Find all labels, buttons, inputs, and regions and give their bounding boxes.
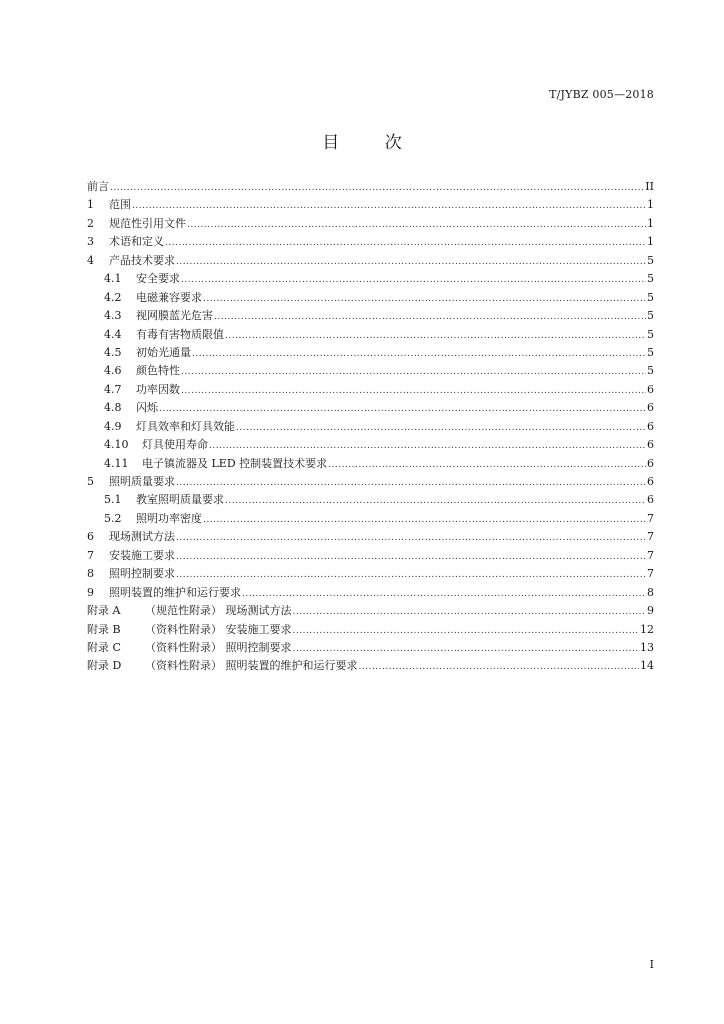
- toc-entry[interactable]: [87, 639, 654, 657]
- toc-entry-page: 5: [647, 327, 654, 341]
- toc-entry-label: （资料性附录） 照明控制要求: [145, 640, 292, 654]
- toc-entry-label: 照明质量要求: [109, 475, 175, 488]
- toc-entry-page: 6: [647, 401, 654, 415]
- toc-dot-leader: [176, 257, 646, 267]
- toc-entry-page: 6: [647, 475, 654, 488]
- toc-entry-page: 7: [647, 548, 654, 562]
- toc-entry-label: 安装施工要求: [109, 548, 175, 562]
- document-code: T/JYBZ 005—2018: [549, 88, 654, 101]
- toc-entry[interactable]: [87, 547, 654, 565]
- toc-entry-page: 5: [647, 253, 654, 267]
- toc-entry-page: 8: [647, 585, 654, 599]
- toc-entry[interactable]: [87, 528, 654, 546]
- toc-entry-page: 6: [647, 456, 654, 470]
- toc-entry-page: 5: [647, 272, 654, 286]
- toc-entry-label: （规范性附录） 现场测试方法: [145, 604, 292, 618]
- toc-entry-number: 附录 A: [87, 604, 121, 618]
- toc-entry-number: 3: [87, 235, 94, 249]
- toc-entry[interactable]: [87, 381, 654, 399]
- toc-entry-label: 闪烁: [136, 401, 158, 415]
- table-of-contents: [87, 178, 654, 676]
- toc-entry-label: 灯具效率和灯具效能: [136, 419, 235, 433]
- toc-dot-leader: [293, 626, 640, 636]
- toc-entry-number: 4.9: [104, 419, 122, 433]
- toc-entry-label: 照明装置的维护和运行要求: [109, 585, 241, 599]
- toc-entry-label: 术语和定义: [109, 235, 164, 249]
- toc-entry-label: 电磁兼容要求: [136, 290, 202, 304]
- toc-dot-leader: [159, 404, 646, 414]
- toc-dot-leader: [181, 367, 646, 377]
- toc-dot-leader: [110, 183, 644, 193]
- toc-entry-number: 附录 C: [87, 640, 121, 654]
- toc-entry-page: 6: [647, 419, 654, 433]
- toc-entry[interactable]: [87, 233, 654, 251]
- toc-entry[interactable]: [87, 584, 654, 602]
- toc-entry[interactable]: [87, 621, 654, 639]
- toc-entry[interactable]: [87, 270, 654, 288]
- page-number: I: [649, 958, 654, 971]
- toc-entry-label: 产品技术要求: [109, 253, 175, 267]
- toc-entry-page: 5: [647, 364, 654, 378]
- toc-entry-page: 5: [647, 309, 654, 323]
- toc-dot-leader: [209, 441, 646, 451]
- toc-entry-page: 13: [640, 640, 654, 654]
- toc-entry-number: 5: [87, 475, 94, 488]
- toc-entry[interactable]: [87, 196, 654, 214]
- toc-entry-number: 附录 B: [87, 622, 121, 636]
- toc-dot-leader: [192, 349, 646, 359]
- toc-entry-label: 照明功率密度: [136, 511, 202, 525]
- toc-entry-label: 电子镇流器及 LED 控制装置技术要求: [142, 456, 328, 470]
- toc-entry-number: 4.7: [104, 382, 122, 396]
- toc-entry-number: 4.2: [104, 290, 122, 304]
- toc-entry-page: 12: [640, 622, 654, 636]
- toc-dot-leader: [293, 607, 647, 617]
- toc-entry-number: 4.6: [104, 364, 122, 378]
- page-title: 目 次: [322, 133, 422, 153]
- toc-entry-page: 7: [647, 530, 654, 544]
- toc-entry-label: 照明控制要求: [109, 567, 175, 581]
- toc-entry-page: 6: [647, 438, 654, 452]
- toc-entry[interactable]: [87, 215, 654, 233]
- toc-entry[interactable]: [87, 418, 654, 436]
- toc-entry[interactable]: [87, 178, 654, 196]
- toc-dot-leader: [132, 201, 646, 211]
- toc-entry-page: 14: [640, 659, 654, 673]
- toc-dot-leader: [328, 460, 646, 470]
- toc-entry[interactable]: [87, 455, 654, 473]
- toc-entry-number: 4.4: [104, 327, 122, 341]
- toc-entry[interactable]: [87, 491, 654, 509]
- toc-dot-leader: [203, 294, 646, 304]
- toc-entry-label: （资料性附录） 安装施工要求: [145, 622, 292, 636]
- toc-dot-leader: [293, 644, 640, 654]
- toc-entry-number: 4.3: [104, 309, 122, 323]
- toc-entry-page: 5: [647, 290, 654, 304]
- toc-entry-number: 5.2: [104, 511, 122, 525]
- toc-entry[interactable]: [87, 565, 654, 583]
- toc-entry-number: 4.11: [104, 456, 129, 470]
- toc-dot-leader: [181, 386, 646, 396]
- toc-dot-leader: [176, 533, 646, 543]
- toc-entry[interactable]: [87, 307, 654, 325]
- toc-entry-page: 1: [647, 216, 654, 230]
- toc-dot-leader: [225, 496, 646, 506]
- toc-entry[interactable]: [87, 399, 654, 417]
- toc-entry-number: 1: [87, 198, 94, 212]
- toc-entry-number: 4.10: [104, 438, 129, 452]
- toc-entry-number: 4: [87, 253, 94, 267]
- toc-entry-label: 规范性引用文件: [109, 216, 186, 230]
- toc-dot-leader: [165, 238, 646, 248]
- toc-entry-label: 视网膜蓝光危害: [136, 309, 213, 323]
- toc-entry-label: 灯具使用寿命: [142, 438, 208, 452]
- toc-dot-leader: [176, 478, 646, 488]
- toc-entry-page: 7: [647, 511, 654, 525]
- toc-dot-leader: [203, 515, 646, 525]
- toc-entry[interactable]: [87, 657, 654, 675]
- toc-entry-number: 4.5: [104, 345, 122, 359]
- toc-entry-label: 教室照明质量要求: [136, 493, 224, 507]
- toc-dot-leader: [187, 220, 646, 230]
- toc-dot-leader: [242, 589, 646, 599]
- toc-entry-page: 6: [647, 382, 654, 396]
- toc-entry-number: 8: [87, 567, 94, 581]
- toc-entry-page: 5: [647, 345, 654, 359]
- toc-entry-page: 7: [647, 567, 654, 581]
- toc-entry-page: 1: [647, 198, 654, 212]
- toc-entry[interactable]: [87, 436, 654, 454]
- toc-dot-leader: [359, 662, 640, 672]
- toc-entry[interactable]: [87, 510, 654, 528]
- toc-dot-leader: [225, 331, 646, 341]
- toc-entry-label: （资料性附录） 照明装置的维护和运行要求: [145, 659, 358, 673]
- toc-entry-number: 4.8: [104, 401, 122, 415]
- toc-entry-label: 安全要求: [136, 272, 180, 286]
- toc-entry-page: 9: [647, 604, 654, 618]
- toc-entry-number: 5.1: [104, 493, 122, 507]
- toc-entry-label: 现场测试方法: [109, 530, 175, 544]
- toc-entry-number: 7: [87, 548, 94, 562]
- toc-dot-leader: [176, 570, 646, 580]
- toc-entry-label: 功率因数: [136, 382, 180, 396]
- toc-entry[interactable]: [87, 362, 654, 380]
- toc-entry-number: 6: [87, 530, 94, 544]
- toc-entry-number: 9: [87, 585, 94, 599]
- toc-entry-label: 有毒有害物质限值: [136, 327, 224, 341]
- toc-dot-leader: [214, 312, 646, 322]
- toc-entry-number: 2: [87, 216, 94, 230]
- toc-entry[interactable]: [87, 326, 654, 344]
- toc-entry-label: 初始光通量: [136, 345, 191, 359]
- toc-dot-leader: [176, 552, 646, 562]
- toc-entry[interactable]: [87, 289, 654, 307]
- toc-entry-label: 范围: [109, 198, 131, 212]
- toc-entry-label: 前言: [87, 180, 109, 193]
- toc-entry-page: 1: [647, 235, 654, 249]
- toc-dot-leader: [236, 423, 646, 433]
- toc-entry-label: 颜色特性: [136, 364, 180, 378]
- toc-entry-number: 4.1: [104, 272, 122, 286]
- toc-entry[interactable]: [87, 602, 654, 620]
- toc-entry[interactable]: [87, 252, 654, 270]
- toc-dot-leader: [181, 275, 646, 285]
- toc-entry-number: 附录 D: [87, 659, 122, 673]
- toc-entry[interactable]: [87, 344, 654, 362]
- toc-entry-page: II: [645, 180, 654, 193]
- toc-entry[interactable]: [87, 473, 654, 491]
- toc-entry-page: 6: [647, 493, 654, 507]
